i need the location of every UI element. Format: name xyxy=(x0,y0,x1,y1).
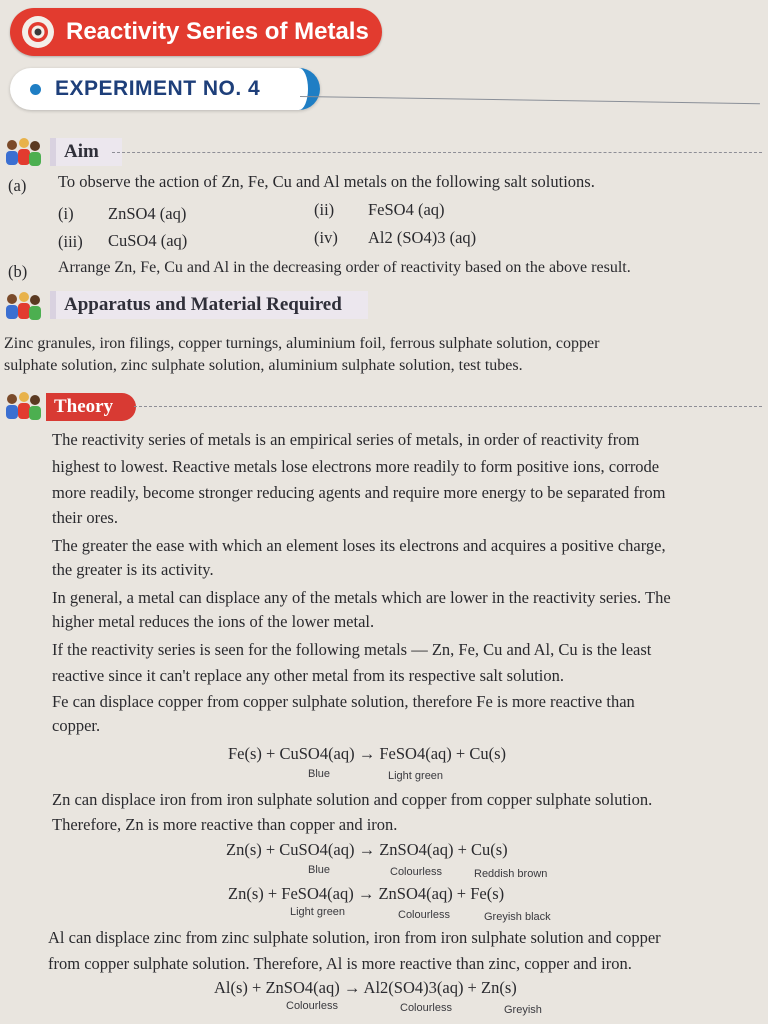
aim-a-text: To observe the action of Zn, Fe, Cu and Al metals on the following salt solutions. xyxy=(58,172,595,191)
colour-label: Light green xyxy=(290,906,346,918)
students-icon xyxy=(2,290,44,326)
theory-heading: Theory xyxy=(46,393,136,421)
equation: Zn(s) + CuSO4(aq) → ZnSO4(aq) + Cu(s) xyxy=(226,840,508,859)
theory-line: from copper sulphate solution. Therefore, Al is more reactive than zinc, copper and iron. xyxy=(48,954,632,973)
apparatus-text: Zinc granules, iron filings, copper turnings, aluminium foil, ferrous sulphate solution, copper xyxy=(4,335,600,352)
colour-label: Colourless xyxy=(398,909,450,921)
theory-line: In general, a metal can displace any of the metals which are lower in the reactivity series. The xyxy=(52,588,671,607)
theory-line: Al can displace zinc from zinc sulphate solution, iron from iron sulphate solution and copper xyxy=(48,928,661,947)
colour-label: Greyish black xyxy=(484,911,551,923)
solution-name: FeSO4 (aq) xyxy=(368,200,445,219)
colour-label: Blue xyxy=(308,864,331,876)
solution-name: Al2 (SO4)3 (aq) xyxy=(368,228,477,247)
colour-label: Reddish brown xyxy=(474,868,548,880)
theory-line: If the reactivity series is seen for the following metals — Zn, Fe, Cu and Al, Cu is the least xyxy=(52,640,652,659)
solution-name: CuSO4 (aq) xyxy=(108,231,188,250)
colour-label: Blue xyxy=(308,768,331,780)
colour-label: Colourless xyxy=(390,866,442,878)
aim-b-label: (b) xyxy=(8,262,28,281)
chapter-title: Reactivity Series of Metals xyxy=(66,18,369,45)
header-divider xyxy=(300,96,760,104)
equation: Zn(s) + FeSO4(aq) → ZnSO4(aq) + Fe(s) xyxy=(228,884,505,903)
chapter-header xyxy=(10,8,382,56)
theory-line: reactive since it can't replace any other metal from its respective salt solution. xyxy=(52,666,564,685)
aim-heading: Aim xyxy=(50,138,122,166)
theory-line: Zn can displace iron from iron sulphate solution and copper from copper sulphate solution. xyxy=(52,790,653,809)
colour-label: Greyish xyxy=(504,1004,542,1016)
solution-name: ZnSO4 (aq) xyxy=(108,204,187,223)
aim-dashed-rule xyxy=(112,152,762,153)
theory-line: the greater is its activity. xyxy=(52,560,214,579)
experiment-header xyxy=(10,68,320,110)
theory-line: Therefore, Zn is more reactive than copper and iron. xyxy=(52,815,398,834)
theory-dashed-rule xyxy=(134,406,762,407)
colour-label: Colourless xyxy=(286,1000,338,1012)
theory-line: The greater the ease with which an element loses its electrons and acquires a positive charge, xyxy=(52,536,666,555)
solution-num: (iv) xyxy=(314,228,338,247)
target-icon xyxy=(22,16,54,48)
theory-line: highest to lowest. Reactive metals lose electrons more readily to form positive ions, corrode xyxy=(52,457,660,476)
theory-line: their ores. xyxy=(52,508,118,527)
colour-label: Colourless xyxy=(400,1002,452,1014)
students-icon xyxy=(2,390,44,426)
solution-num: (ii) xyxy=(314,200,335,219)
apparatus-text: sulphate solution, zinc sulphate solution, aluminium sulphate solution, test tubes. xyxy=(4,357,523,374)
colour-label: Light green xyxy=(388,770,444,782)
aim-b-text: Arrange Zn, Fe, Cu and Al in the decreasing order of reactivity based on the above result. xyxy=(58,259,631,276)
theory-line: copper. xyxy=(52,716,101,735)
solution-num: (iii) xyxy=(58,232,83,251)
apparatus-heading: Apparatus and Material Required xyxy=(50,291,368,319)
experiment-title: EXPERIMENT NO. 4 xyxy=(55,77,261,100)
theory-line: The reactivity series of metals is an empirical series of metals, in order of reactivity from xyxy=(52,430,640,449)
bullet-icon xyxy=(30,84,41,95)
equation: Al(s) + ZnSO4(aq) → Al2(SO4)3(aq) + Zn(s) xyxy=(214,978,517,997)
equation: Fe(s) + CuSO4(aq) → FeSO4(aq) + Cu(s) xyxy=(228,744,507,763)
theory-line: higher metal reduces the ions of the lower metal. xyxy=(52,612,375,631)
theory-line: more readily, become stronger reducing agents and require more energy to be separated from xyxy=(52,483,666,502)
aim-a-label: (a) xyxy=(8,176,27,195)
students-icon xyxy=(2,136,44,172)
theory-line: Fe can displace copper from copper sulphate solution, therefore Fe is more reactive than xyxy=(52,692,635,711)
solution-num: (i) xyxy=(58,204,74,223)
